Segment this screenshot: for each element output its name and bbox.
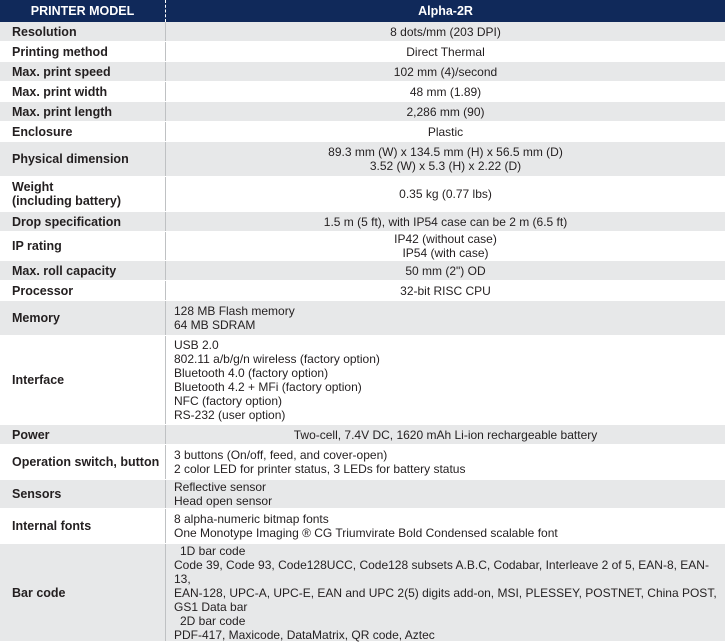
header-model-label: PRINTER MODEL <box>0 0 166 22</box>
spec-value <box>166 301 725 335</box>
spec-label: Max. print width <box>0 82 166 101</box>
spec-value-line: Plastic <box>427 124 464 139</box>
table-row <box>0 425 725 445</box>
spec-value-line: Code 39, Code 93, Code128UCC, Code128 subsets A.B.C, Codabar, Interleave 2 of 5, EAN-8, EAN-13, <box>174 557 709 586</box>
spec-label: Power <box>0 425 166 444</box>
spec-value <box>166 62 725 81</box>
spec-value <box>166 544 725 641</box>
spec-value <box>166 336 725 424</box>
spec-value <box>166 82 725 101</box>
table-row <box>0 480 725 509</box>
spec-value <box>166 42 725 61</box>
spec-value-line: 0.35 kg (0.77 lbs) <box>399 187 492 201</box>
table-row <box>0 82 725 102</box>
table-row <box>0 232 725 261</box>
spec-value-line: 3.52 (W) x 5.3 (H) x 2.22 (D) <box>369 159 522 173</box>
spec-value-line: 48 mm (1.89) <box>409 84 482 99</box>
spec-value <box>166 102 725 121</box>
spec-value-line: EAN-128, UPC-A, UPC-E, EAN and UPC 2(5) digits add-on, MSI, PLESSEY, POSTNET, China POST, <box>174 585 717 600</box>
spec-value-line: Bluetooth 4.2 + MFi (factory option) <box>174 380 362 394</box>
spec-value-line: 8 alpha-numeric bitmap fonts <box>174 512 329 526</box>
spec-value-line: RS-232 (user option) <box>174 408 286 422</box>
spec-value-line: 8 dots/mm (203 DPI) <box>390 24 501 39</box>
table-row <box>0 102 725 122</box>
spec-value-line: 2D bar code <box>180 613 246 628</box>
spec-value-line: USB 2.0 <box>174 338 219 352</box>
spec-label: Bar code <box>0 544 166 641</box>
spec-label: Max. print speed <box>0 62 166 81</box>
spec-value-line: 2 color LED for printer status, 3 LEDs for battery status <box>174 462 466 476</box>
table-row <box>0 445 725 480</box>
spec-value <box>166 445 725 479</box>
spec-value <box>166 232 725 260</box>
spec-label: Physical dimension <box>0 142 166 176</box>
spec-label: IP rating <box>0 232 166 260</box>
table-row <box>0 142 725 177</box>
spec-label: Printing method <box>0 42 166 61</box>
spec-label: Operation switch, button <box>0 445 166 479</box>
table-row <box>0 62 725 82</box>
spec-value-line: Two-cell, 7.4V DC, 1620 mAh Li-ion rechargeable battery <box>293 427 598 442</box>
table-row <box>0 336 725 425</box>
table-row <box>0 281 725 301</box>
spec-value-line: 1.5 m (5 ft), with IP54 case can be 2 m (6.5 ft) <box>323 214 568 229</box>
table-row <box>0 261 725 281</box>
table-row <box>0 509 725 544</box>
spec-value-line: One Monotype Imaging ® CG Triumvirate Bold Condensed scalable font <box>174 526 558 540</box>
spec-value-line: 1D bar code <box>180 543 246 558</box>
spec-label: Memory <box>0 301 166 335</box>
spec-value <box>166 177 725 211</box>
spec-label: Sensors <box>0 480 166 508</box>
spec-value <box>166 212 725 231</box>
table-row <box>0 212 725 232</box>
spec-value-line: 2,286 mm (90) <box>406 104 485 119</box>
spec-value-line: 32-bit RISC CPU <box>400 283 491 298</box>
table-row <box>0 301 725 336</box>
spec-value-line: 102 mm (4)/second <box>393 64 498 79</box>
table-header <box>0 0 725 22</box>
spec-label: Processor <box>0 281 166 300</box>
spec-rows <box>0 22 725 642</box>
spec-label: Weight (including battery) <box>0 177 166 211</box>
spec-value-line: Bluetooth 4.0 (factory option) <box>174 366 329 380</box>
spec-label: Resolution <box>0 22 166 41</box>
spec-value <box>166 480 725 508</box>
spec-value-line: 128 MB Flash memory <box>174 304 295 318</box>
spec-value-line: Head open sensor <box>174 494 273 508</box>
spec-value-line: 89.3 mm (W) x 134.5 mm (H) x 56.5 mm (D) <box>328 145 563 159</box>
spec-label: Max. roll capacity <box>0 261 166 280</box>
table-row <box>0 22 725 42</box>
table-row <box>0 122 725 142</box>
spec-value-line: 50 mm (2") OD <box>405 263 486 278</box>
spec-value-line: Reflective sensor <box>174 480 267 494</box>
spec-value-line: IP42 (without case) <box>394 232 497 246</box>
spec-value-line: PDF-417, Maxicode, DataMatrix, QR code, Aztec <box>174 627 435 642</box>
spec-value <box>166 281 725 300</box>
spec-value-line: 802.11 a/b/g/n wireless (factory option) <box>174 352 380 366</box>
table-row <box>0 544 725 642</box>
spec-label: Interface <box>0 336 166 424</box>
spec-value <box>166 425 725 444</box>
spec-value <box>166 142 725 176</box>
spec-value <box>166 261 725 280</box>
spec-value-line: IP54 (with case) <box>402 246 489 260</box>
spec-value <box>166 122 725 141</box>
spec-value-line: 64 MB SDRAM <box>174 318 256 332</box>
spec-label: Max. print length <box>0 102 166 121</box>
spec-label: Enclosure <box>0 122 166 141</box>
header-model-value: Alpha-2R <box>418 4 473 18</box>
spec-value-line: GS1 Data bar <box>174 599 248 614</box>
spec-value-line: Direct Thermal <box>406 44 485 59</box>
spec-value <box>166 509 725 543</box>
spec-label: Drop specification <box>0 212 166 231</box>
spec-value-line: NFC (factory option) <box>174 394 283 408</box>
table-row <box>0 177 725 212</box>
spec-value <box>166 22 725 41</box>
table-row <box>0 42 725 62</box>
spec-label: Internal fonts <box>0 509 166 543</box>
spec-value-line: 3 buttons (On/off, feed, and cover-open) <box>174 448 388 462</box>
